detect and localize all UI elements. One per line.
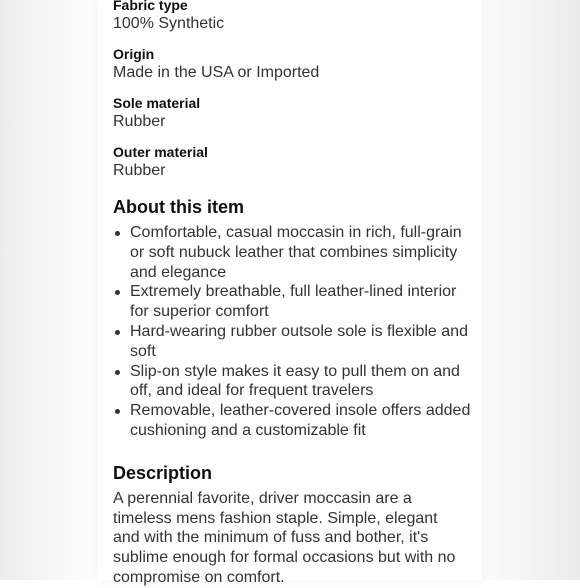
about-bullet-item xyxy=(113,282,473,322)
spec-value: Rubber xyxy=(113,162,166,179)
spec-outer-material xyxy=(113,143,473,181)
description-heading: Description xyxy=(113,462,213,483)
about-bullet-item xyxy=(113,362,473,402)
about-bullet-item xyxy=(113,223,473,282)
description-text: A perennial favorite, driver moccasin are a timeless mens fashion staple. Simple, elegant and with the minimum of fuss and bother, it's sublime enough for formal occasions but with no compromise on comfort. xyxy=(113,489,456,586)
spec-fabric-type xyxy=(113,0,473,34)
bullet-dot-icon xyxy=(115,330,120,335)
about-bullet-text: Extremely breathable, full leather-lined interior for superior comfort xyxy=(130,283,457,321)
about-bullet-item xyxy=(113,322,473,362)
spec-sole-material xyxy=(113,94,473,132)
about-bullet-item xyxy=(113,401,473,441)
bullet-dot-icon xyxy=(115,409,120,414)
about-bullet-text: Slip-on style makes it easy to pull them on and off, and ideal for frequent travelers xyxy=(130,362,460,400)
bullet-dot-icon xyxy=(115,370,120,375)
about-bullet-text: Hard-wearing rubber outsole sole is flexible and soft xyxy=(130,322,468,360)
spec-value: Made in the USA or Imported xyxy=(113,64,320,81)
spec-origin xyxy=(113,45,473,83)
about-this-item-heading: About this item xyxy=(113,197,244,217)
about-bullet-text: Comfortable, casual moccasin in rich, full-grain or soft nubuck leather that combines simplicity and elegance xyxy=(130,224,462,281)
spec-value: Rubber xyxy=(113,113,166,130)
product-details-content xyxy=(113,0,473,588)
spec-label: Origin xyxy=(113,46,155,62)
spec-label: Outer material xyxy=(113,144,208,160)
bullet-dot-icon xyxy=(115,290,120,295)
about-bullet-list xyxy=(113,223,473,441)
about-bullet-text: Removable, leather-covered insole offers added cushioning and a customizable fit xyxy=(130,402,471,439)
spec-label: Sole material xyxy=(113,95,201,111)
spec-value: 100% Synthetic xyxy=(113,15,225,32)
spec-label: Fabric type xyxy=(113,0,188,13)
bullet-dot-icon xyxy=(115,231,120,236)
